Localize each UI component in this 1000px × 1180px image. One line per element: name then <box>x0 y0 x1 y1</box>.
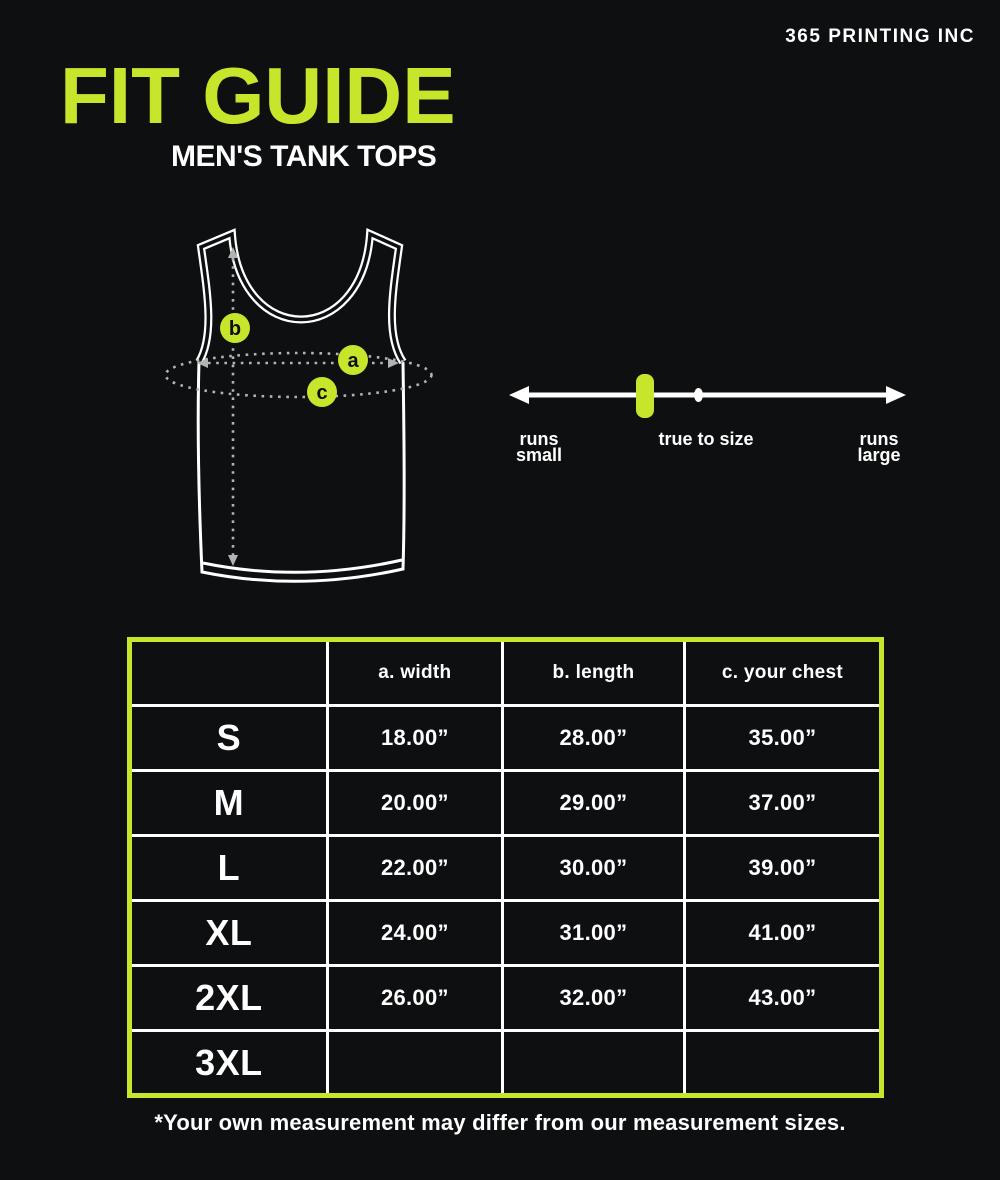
length-value: 31.00” <box>502 901 684 966</box>
page-subtitle: MEN'S TANK TOPS <box>171 140 437 173</box>
fit-scale <box>495 365 915 425</box>
size-chart-table <box>127 637 884 1098</box>
width-value: 24.00” <box>327 901 502 966</box>
footnote-text: *Your own measurement may differ from our measurement sizes. <box>154 1110 846 1135</box>
table-row <box>130 966 882 1031</box>
marker-a-label: a <box>347 350 359 372</box>
scale-label-true-to-size: true to size <box>658 429 754 449</box>
fit-scale-arrow-right-icon <box>886 386 906 404</box>
chest-value: 37.00” <box>684 771 881 836</box>
table-row <box>130 1031 882 1096</box>
scale-label-runs-small: runs small <box>515 429 563 465</box>
marker-b-label: b <box>228 318 242 340</box>
brand-text: 365 PRINTING INC <box>785 26 975 47</box>
table-row <box>130 836 882 901</box>
length-value <box>502 1031 684 1096</box>
size-label: 3XL <box>130 1031 328 1096</box>
size-label: 2XL <box>130 966 328 1031</box>
table-header-row <box>130 640 882 706</box>
size-label: M <box>130 771 328 836</box>
chest-value <box>684 1031 881 1096</box>
length-value: 30.00” <box>502 836 684 901</box>
length-value: 29.00” <box>502 771 684 836</box>
table-row <box>130 771 882 836</box>
header-size <box>130 640 328 706</box>
size-label: XL <box>130 901 328 966</box>
table-row <box>130 901 882 966</box>
fit-scale-arrow-left-icon <box>509 386 529 404</box>
scale-label-runs-large: runs large <box>857 429 901 465</box>
header-length: b. length <box>502 640 684 706</box>
size-label: S <box>130 706 328 771</box>
header-chest: c. your chest <box>684 640 881 706</box>
length-value: 32.00” <box>502 966 684 1031</box>
width-value: 22.00” <box>327 836 502 901</box>
header-width: a. width <box>327 640 502 706</box>
table-row <box>130 706 882 771</box>
tank-top-diagram <box>130 215 450 605</box>
chest-value: 41.00” <box>684 901 881 966</box>
width-value <box>327 1031 502 1096</box>
width-value: 26.00” <box>327 966 502 1031</box>
chest-value: 43.00” <box>684 966 881 1031</box>
length-value: 28.00” <box>502 706 684 771</box>
tank-silhouette <box>198 234 404 581</box>
width-value: 18.00” <box>327 706 502 771</box>
chest-value: 39.00” <box>684 836 881 901</box>
fit-scale-indicator <box>636 374 654 418</box>
page-title: FIT GUIDE <box>60 51 456 140</box>
chest-value: 35.00” <box>684 706 881 771</box>
width-value: 20.00” <box>327 771 502 836</box>
size-label: L <box>130 836 328 901</box>
true-to-size-tick <box>694 388 703 402</box>
marker-c-label: c <box>316 382 328 404</box>
